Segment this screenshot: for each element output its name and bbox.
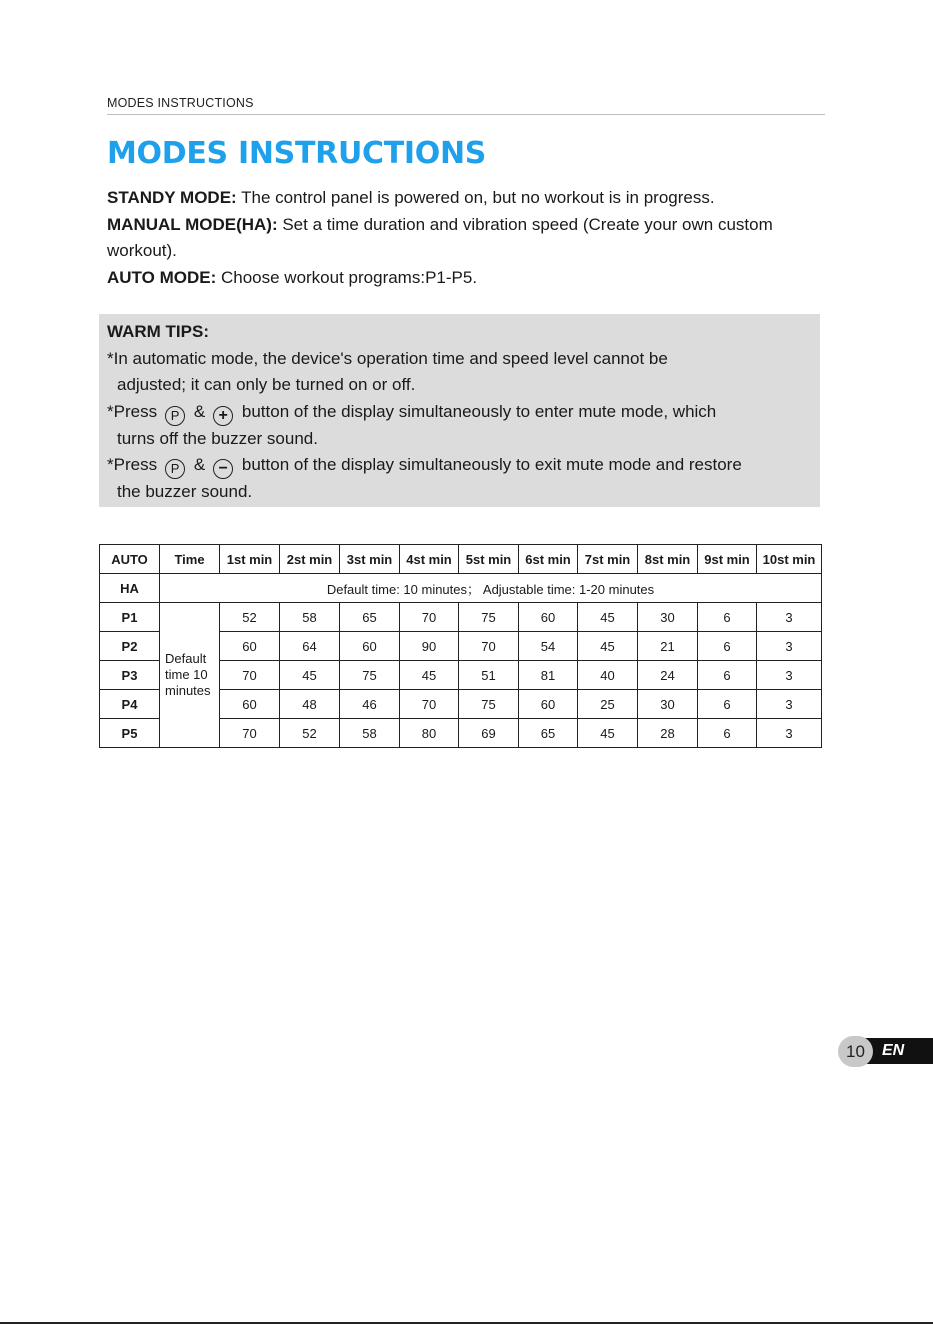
row-label: P3 [100, 661, 160, 690]
row-label: P5 [100, 719, 160, 748]
table-cell: 46 [340, 690, 400, 719]
minus-button-icon: − [213, 459, 233, 479]
standy-mode-text: The control panel is powered on, but no workout is in progress. [236, 188, 715, 207]
modes-description [107, 185, 827, 291]
table-row-ha [100, 574, 822, 603]
header-cell: 5st min [459, 545, 519, 574]
header-cell: 1st min [220, 545, 280, 574]
header-cell: 10st min [757, 545, 822, 574]
warm-tips-box [99, 314, 820, 507]
table-cell: 6 [698, 661, 757, 690]
table-cell: 75 [340, 661, 400, 690]
tip-3-press: *Press [107, 455, 158, 475]
table-cell: 64 [280, 632, 340, 661]
header-cell: 7st min [578, 545, 638, 574]
table-cell: 70 [220, 661, 280, 690]
auto-mode-text: Choose workout programs:P1-P5. [216, 267, 478, 287]
table-cell: 48 [280, 690, 340, 719]
table-header-row [100, 545, 822, 574]
header-cell: 3st min [340, 545, 400, 574]
tip-1-line-2: adjusted; it can only be turned on or off. [117, 375, 416, 395]
plus-button-icon: + [213, 406, 233, 426]
tip-2-line-1 [107, 399, 812, 426]
table-cell: 45 [280, 661, 340, 690]
table-cell: 3 [757, 719, 822, 748]
page-number: 10 [838, 1036, 873, 1067]
header-cell: 2st min [280, 545, 340, 574]
language-tab: EN [860, 1038, 933, 1064]
auto-mode-paragraph [107, 265, 827, 292]
manual-mode-text: Set a time duration and vibration speed (Create your own custom workout). [107, 214, 773, 260]
running-header: MODES INSTRUCTIONS [107, 96, 825, 115]
standy-mode-paragraph [107, 185, 827, 212]
manual-mode-label: MANUAL MODE(HA): [107, 214, 278, 234]
table-cell: 58 [280, 603, 340, 632]
table-cell: 58 [340, 719, 400, 748]
row-label: P1 [100, 603, 160, 632]
table-cell: 70 [459, 632, 519, 661]
tip-2-rest: button of the display simultaneously to enter mute mode, which [241, 401, 717, 421]
table-cell: 3 [757, 603, 822, 632]
tip-2-line-2: turns off the buzzer sound. [117, 428, 318, 448]
table-cell: 69 [459, 719, 519, 748]
table-cell: 30 [638, 603, 698, 632]
header-cell: 4st min [400, 545, 459, 574]
table-cell: 6 [698, 719, 757, 748]
ha-description-cell: Default time: 10 minutes； Adjustable time: 1-20 minutes [160, 574, 822, 603]
table-cell: 60 [519, 603, 578, 632]
tip-3-line-1 [107, 452, 812, 479]
table-cell: 40 [578, 661, 638, 690]
table-cell: 60 [220, 690, 280, 719]
table-cell: 45 [578, 719, 638, 748]
table-cell: 81 [519, 661, 578, 690]
table-cell: 45 [578, 632, 638, 661]
tip-3-rest: button of the display simultaneously to exit mute mode and restore [241, 455, 742, 475]
table-cell: 21 [638, 632, 698, 661]
tip-3-line-2: the buzzer sound. [117, 482, 253, 502]
table-cell: 52 [280, 719, 340, 748]
table-row [100, 603, 822, 632]
tip-2-amp: & [193, 401, 206, 421]
table-cell: 60 [340, 632, 400, 661]
header-cell: AUTO [100, 545, 160, 574]
warm-tips-title: WARM TIPS: [107, 322, 209, 341]
table-cell: 70 [220, 719, 280, 748]
row-label: P4 [100, 690, 160, 719]
page-title: MODES INSTRUCTIONS [107, 136, 487, 171]
table-cell: 6 [698, 603, 757, 632]
header-cell: 9st min [698, 545, 757, 574]
auto-program-table [99, 544, 822, 748]
row-label: P2 [100, 632, 160, 661]
table-cell: 65 [340, 603, 400, 632]
standy-mode-label: STANDY MODE: [107, 188, 237, 207]
table-cell: 65 [519, 719, 578, 748]
tip-1-line-1: *In automatic mode, the device's operation time and speed level cannot be [107, 348, 668, 368]
table-cell: 60 [519, 690, 578, 719]
tip-3-amp: & [193, 455, 206, 475]
table-cell: 51 [459, 661, 519, 690]
table-cell: 75 [459, 690, 519, 719]
table-cell: 3 [757, 661, 822, 690]
p-button-icon: P [165, 459, 185, 479]
table-cell: 75 [459, 603, 519, 632]
table-cell: 6 [698, 632, 757, 661]
table-cell: 70 [400, 603, 459, 632]
table-cell: 24 [638, 661, 698, 690]
table-cell: 70 [400, 690, 459, 719]
row-label: HA [100, 574, 160, 603]
tip-2-press: *Press [107, 401, 158, 421]
table-cell: 25 [578, 690, 638, 719]
table-cell: 45 [400, 661, 459, 690]
table-cell: 45 [578, 603, 638, 632]
table-cell: 90 [400, 632, 459, 661]
table-cell: 52 [220, 603, 280, 632]
table-cell: 30 [638, 690, 698, 719]
default-time-cell: Default time 10 minutes [160, 603, 220, 748]
auto-mode-label: AUTO MODE: [107, 267, 217, 287]
header-cell: Time [160, 545, 220, 574]
table-cell: 60 [220, 632, 280, 661]
table-cell: 3 [757, 690, 822, 719]
table-cell: 54 [519, 632, 578, 661]
table-cell: 28 [638, 719, 698, 748]
table-cell: 3 [757, 632, 822, 661]
p-button-icon: P [165, 406, 185, 426]
table-cell: 6 [698, 690, 757, 719]
table-cell: 80 [400, 719, 459, 748]
header-cell: 6st min [519, 545, 578, 574]
manual-mode-paragraph [107, 212, 827, 265]
header-cell: 8st min [638, 545, 698, 574]
